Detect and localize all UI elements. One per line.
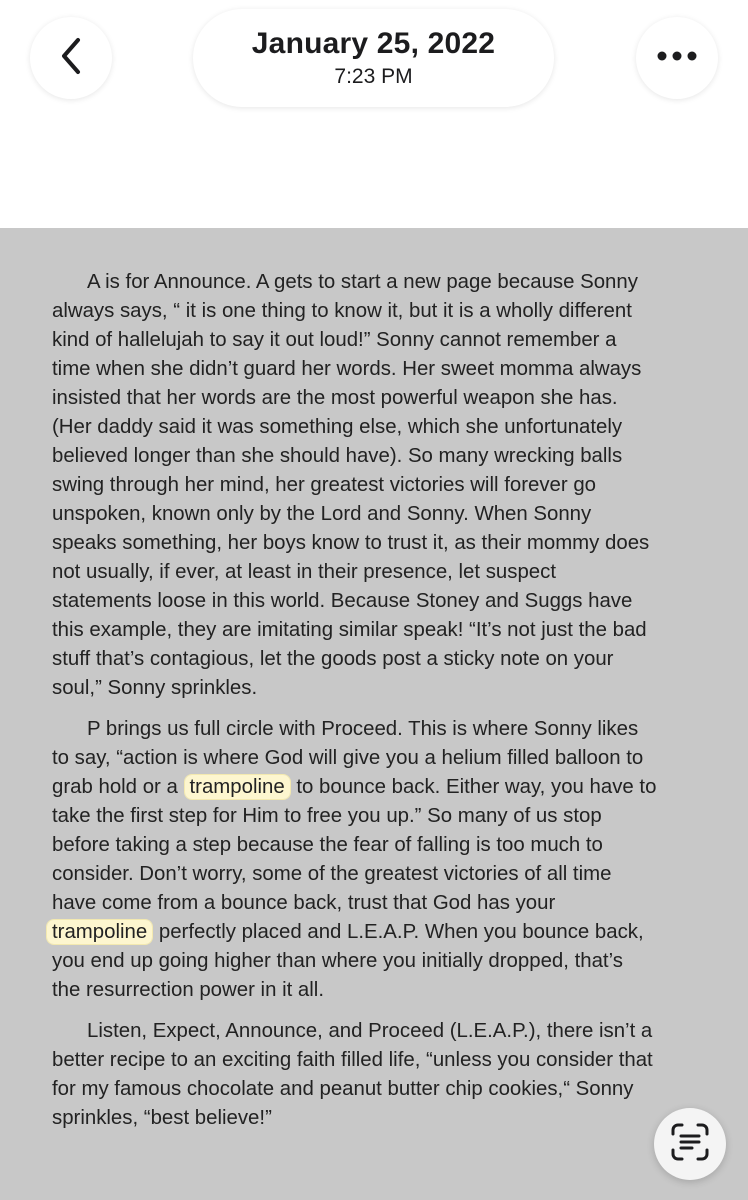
paragraph-announce[interactable] (52, 268, 702, 703)
ellipsis-icon (655, 49, 699, 67)
highlighted-word-trampoline[interactable]: trampoline (47, 920, 152, 944)
text-line[interactable]: sprinkles, “best believe!” (52, 1107, 272, 1129)
text-line[interactable]: P brings us full circle with Proceed. This is where Sonny likes (87, 718, 639, 740)
photo-time: 7:23 PM (334, 65, 413, 88)
text-line[interactable]: soul,” Sonny sprinkles. (52, 677, 258, 699)
text-line[interactable]: A is for Announce. A gets to start a new page because Sonny (87, 271, 638, 293)
text-line[interactable]: the resurrection power in it all. (52, 979, 324, 1001)
text-line[interactable]: kind of hallelujah to say it out loud!” Sonny cannot remember a (52, 329, 617, 351)
text-line[interactable]: time when she didn’t guard her words. Her sweet momma always (52, 358, 642, 380)
text-line[interactable]: swing through her mind, her greatest victories will forever go (52, 474, 596, 496)
text-line[interactable]: speaks something, her boys know to trust it, as their mommy does (52, 532, 650, 554)
text-line[interactable]: always says, “ it is one thing to know it, but it is a wholly different (52, 300, 632, 322)
text-line[interactable]: believed longer than she should have). So many wrecking balls (52, 445, 623, 467)
photo-date: January 25, 2022 (251, 27, 496, 60)
live-text-button[interactable] (654, 1108, 726, 1180)
text-line[interactable]: you end up going higher than where you initially dropped, that’s (52, 950, 623, 972)
text-line[interactable]: unspoken, known only by the Lord and Sonny. When Sonny (52, 503, 592, 525)
text-line[interactable]: for my famous chocolate and peanut butter chip cookies,“ Sonny (52, 1078, 634, 1100)
text-line[interactable]: insisted that her words are the most powerful weapon she has. (52, 387, 618, 409)
text-line[interactable]: consider. Don’t worry, some of the greatest victories of all time (52, 863, 612, 885)
date-title-pill[interactable] (193, 9, 554, 107)
text-line[interactable] (52, 918, 702, 947)
text-line[interactable]: take the first step for Him to free you up.” So many of us stop (52, 805, 602, 827)
text-line[interactable]: (Her daddy said it was something else, which she unfortunately (52, 416, 623, 438)
live-text-scan-icon (670, 1122, 710, 1167)
text-line[interactable]: before taking a step because the fear of falling is too much to (52, 834, 603, 856)
chevron-left-icon (58, 36, 84, 81)
paragraph-proceed[interactable] (52, 715, 702, 1005)
text-segment[interactable]: grab hold or a (52, 776, 184, 798)
photo-viewer[interactable] (0, 228, 748, 1200)
text-line[interactable]: this example, they are imitating similar speak! “It’s not just the bad (52, 619, 647, 641)
text-line[interactable]: stuff that’s contagious, let the goods post a sticky note on your (52, 648, 614, 670)
text-line[interactable]: not usually, if ever, at least in their presence, let suspect (52, 561, 556, 583)
document-text[interactable] (52, 268, 702, 1145)
text-line[interactable] (52, 773, 702, 802)
text-segment[interactable]: perfectly placed and L.E.A.P. When you bounce back, (153, 921, 644, 943)
text-line[interactable]: statements loose in this world. Because Stoney and Suggs have (52, 590, 633, 612)
text-segment[interactable]: to bounce back. Either way, you have to (290, 776, 657, 798)
text-line[interactable]: Listen, Expect, Announce, and Proceed (L.E.A.P.), there isn’t a (87, 1020, 653, 1042)
more-options-button[interactable] (636, 17, 718, 99)
back-button[interactable] (30, 17, 112, 99)
highlighted-word-trampoline[interactable]: trampoline (185, 775, 290, 799)
text-line[interactable]: better recipe to an exciting faith filled life, “unless you consider that (52, 1049, 653, 1071)
paragraph-leap[interactable] (52, 1017, 702, 1133)
photo-header (0, 0, 748, 228)
text-line[interactable]: to say, “action is where God will give you a helium filled balloon to (52, 747, 644, 769)
text-line[interactable]: have come from a bounce back, trust that God has your (52, 892, 556, 914)
